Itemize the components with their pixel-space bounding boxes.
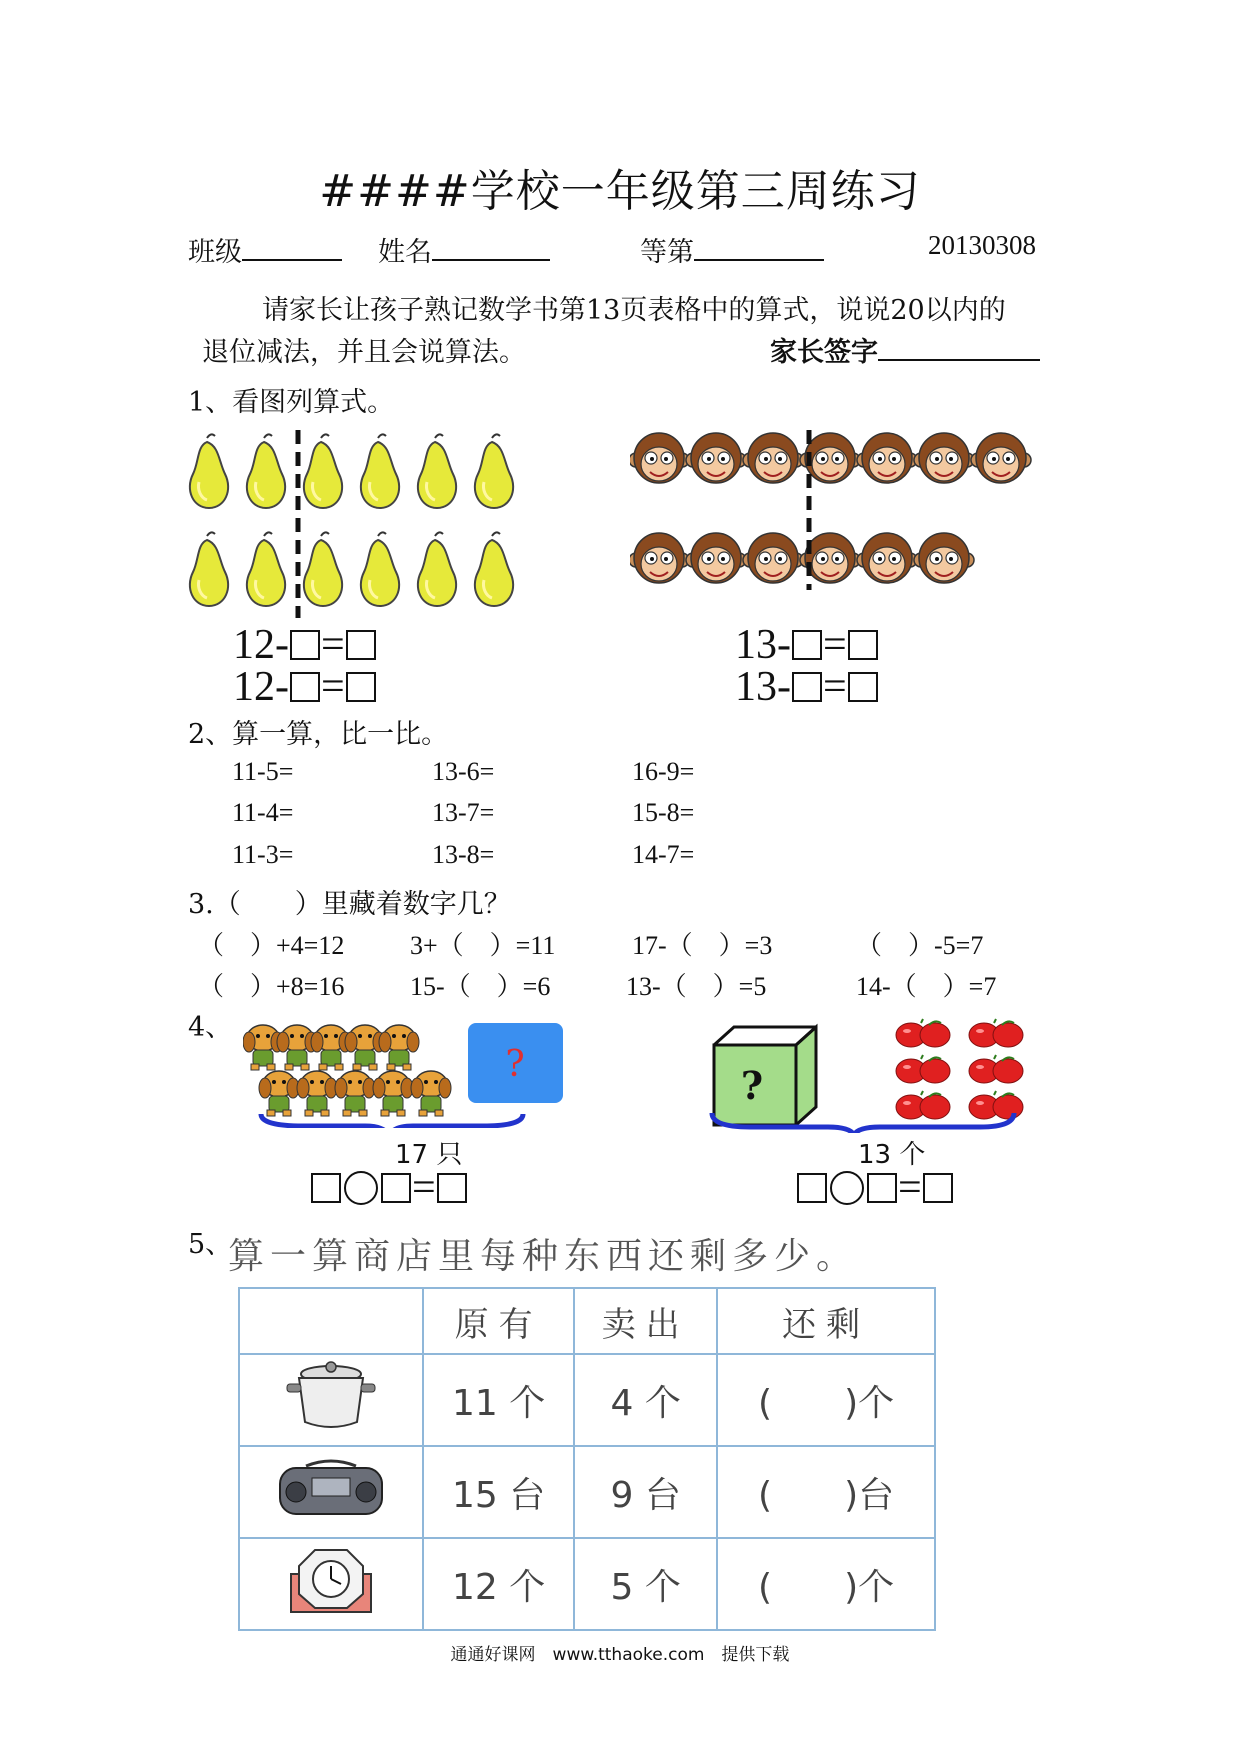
q3-item: （ ）-5=7 [856,931,984,960]
q2-heading: 2、算一算，比一比。 [188,719,449,750]
left-answer-cell[interactable]: ( )个 [717,1354,935,1446]
answer-box[interactable] [797,1173,827,1203]
parent-sign-blank[interactable] [878,331,1040,361]
clock-cell [239,1538,423,1630]
q1-heading: 1、看图列算式。 [188,387,395,418]
parent-sign-label: 家长签字 [770,337,878,368]
q1-right-eq-1: 13- = [735,624,879,666]
apples-picture [700,1015,1040,1133]
operator-circle[interactable] [344,1171,378,1205]
have-cell: 11 个 [423,1354,574,1446]
left-answer-cell[interactable]: ( )个 [717,1538,935,1630]
answer-box[interactable] [792,630,822,660]
q1-left-eq-1: 12- = [233,624,377,666]
name-field[interactable] [378,230,550,269]
monkeys-picture [630,430,1040,620]
left-answer-cell[interactable]: ( )台 [717,1446,935,1538]
answer-box[interactable] [867,1173,897,1203]
table-row [239,1538,935,1630]
grade-label: 等第 [640,237,694,268]
q2-item: 14-7= [632,840,695,869]
class-blank[interactable] [242,231,342,261]
q1-left-eq-2-text: 12- [233,664,289,710]
hidden-cube-question-mark: ? [740,1063,764,1108]
shop-table-header [239,1288,935,1354]
answer-box[interactable] [848,672,878,702]
q2-item: 15-8= [632,798,695,827]
q5-title: 算一算商店里每种东西还剩多少。 [228,1236,859,1277]
pears-picture [185,430,525,620]
left-total: 17 只 [395,1140,463,1170]
answer-box[interactable] [290,672,320,702]
q3-item: （ ）+4=12 [198,931,345,960]
answer-box[interactable] [381,1173,411,1203]
page-title: ####学校一年级第三周练习 [319,166,921,217]
class-label: 班级 [188,237,242,268]
clock-icon [281,1544,381,1616]
q2-item: 13-8= [432,840,495,869]
q1-left-eq-1-text: 12- [233,622,289,668]
answer-box[interactable] [923,1173,953,1203]
apple-group [896,1019,1023,1119]
pear-row-2 [190,532,513,606]
class-field[interactable] [188,230,342,269]
radio-cell [239,1446,423,1538]
sold-cell: 5 个 [574,1538,717,1630]
pear-row-1 [190,434,513,508]
answer-box[interactable] [792,672,822,702]
q3-item: （ ）+8=16 [198,972,345,1001]
q2-item: 13-7= [432,798,495,827]
answer-box[interactable] [437,1173,467,1203]
parent-sign-field[interactable] [770,330,1040,369]
table-row [239,1354,935,1446]
q4-right-eq: = [796,1167,954,1209]
header-cell: 卖出 [574,1288,717,1354]
q3-item: 3+（ ）=11 [410,931,556,960]
have-cell: 15 台 [423,1446,574,1538]
name-label: 姓名 [378,237,432,268]
answer-box[interactable] [346,672,376,702]
header-cell: 原有 [423,1288,574,1354]
q4-left-eq: = [310,1167,468,1209]
q2-item: 11-5= [232,757,294,786]
answer-box[interactable] [346,630,376,660]
notice-line2: 退位减法，并且会说算法。 [202,337,526,368]
left-brace [261,1114,523,1128]
pot-cell [239,1354,423,1446]
notice-line1: 请家长让孩子熟记数学书第13页表格中的算式，说说20以内的 [262,295,1006,326]
q2-item: 16-9= [632,757,695,786]
sold-cell: 9 台 [574,1446,717,1538]
have-cell: 12 个 [423,1538,574,1630]
sold-cell: 4 个 [574,1354,717,1446]
right-total: 13 个 [858,1140,926,1170]
dog-group-bottom [259,1071,451,1116]
grade-field[interactable] [640,230,824,269]
q1-right-eq-1-text: 13- [735,622,791,668]
answer-box[interactable] [290,630,320,660]
q3-item: 13-（ ）=5 [626,972,767,1001]
monkey-row-2 [630,533,974,583]
dogs-picture [243,1018,563,1128]
operator-circle[interactable] [830,1171,864,1205]
q3-item: 15-（ ）=6 [410,972,551,1001]
footer: 通通好课网 www.tthaoke.com 提供下载 [450,1645,790,1665]
hidden-box-question-mark: ? [505,1044,525,1085]
q4-heading: 4、 [188,1012,233,1043]
shop-table [238,1287,936,1631]
q2-item: 13-6= [432,757,495,786]
answer-box[interactable] [311,1173,341,1203]
q1-left-eq-2: 12- = [233,666,377,708]
table-row [239,1446,935,1538]
q3-item: 14-（ ）=7 [856,972,997,1001]
monkey-row-1 [630,433,1031,483]
q3-item: 17-（ ）=3 [632,931,773,960]
q1-right-eq-2: 13- = [735,666,879,708]
grade-blank[interactable] [694,231,824,261]
q2-item: 11-3= [232,840,294,869]
q1-right-eq-2-text: 13- [735,664,791,710]
name-blank[interactable] [432,231,550,261]
q2-item: 11-4= [232,798,294,827]
answer-box[interactable] [848,630,878,660]
header-cell: 还剩 [717,1288,935,1354]
date: 20130308 [928,230,1036,260]
header-cell [239,1288,423,1354]
radio-icon [276,1456,386,1520]
q3-heading: 3.（ ）里藏着数字几？ [188,889,511,920]
dog-group-top [243,1025,419,1070]
pot-icon [281,1360,381,1432]
q5-heading: 5、 [188,1229,233,1260]
